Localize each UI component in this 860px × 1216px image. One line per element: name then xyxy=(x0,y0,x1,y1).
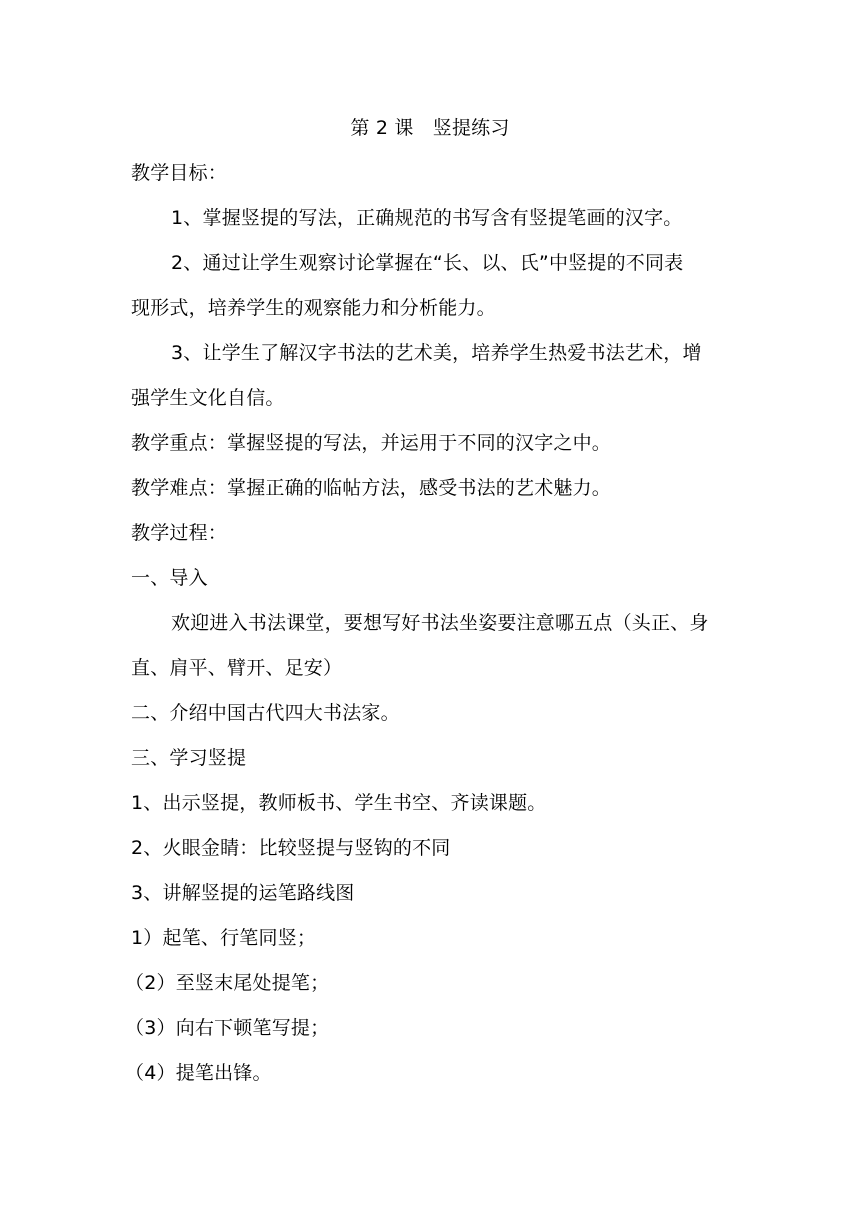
step-2: 2、火眼金睛：比较竖提与竖钩的不同 xyxy=(131,837,451,859)
difficult-point: 教学难点：掌握正确的临帖方法，感受书法的艺术魅力。 xyxy=(131,477,612,499)
step-1: 1、出示竖提，教师板书、学生书空、齐读课题。 xyxy=(131,792,547,814)
sub-step-3: （3）向右下顿笔写提； xyxy=(125,1017,330,1039)
intro-text-line1: 欢迎进入书法课堂，要想写好书法坐姿要注意哪五点（头正、身 xyxy=(171,612,709,634)
lesson-title: 第 2 课 竖提练习 xyxy=(350,117,510,139)
sub-step-2: （2）至竖末尾处提笔； xyxy=(125,972,330,994)
objectives-heading: 教学目标： xyxy=(131,162,228,184)
intro-text-line2: 直、肩平、臂开、足安） xyxy=(131,657,343,679)
section-learn-stroke: 三、学习竖提 xyxy=(131,747,247,769)
objective-3-line1: 3、让学生了解汉字书法的艺术美，培养学生热爱书法艺术，增 xyxy=(171,342,702,364)
process-heading: 教学过程： xyxy=(131,522,228,544)
sub-step-4: （4）提笔出锋。 xyxy=(125,1062,272,1084)
key-point: 教学重点：掌握竖提的写法，并运用于不同的汉字之中。 xyxy=(131,432,612,454)
section-calligraphers: 二、介绍中国古代四大书法家。 xyxy=(131,702,400,724)
objective-1: 1、掌握竖提的写法，正确规范的书写含有竖提笔画的汉字。 xyxy=(171,207,683,229)
objective-2-line2: 现形式，培养学生的观察能力和分析能力。 xyxy=(131,297,496,319)
objective-2-line1: 2、通过让学生观察讨论掌握在“长、以、氏”中竖提的不同表 xyxy=(171,252,684,274)
sub-step-1: 1）起笔、行笔同竖； xyxy=(131,927,317,949)
step-3: 3、讲解竖提的运笔路线图 xyxy=(131,882,355,904)
section-intro: 一、导入 xyxy=(131,567,208,589)
objective-3-line2: 强学生文化自信。 xyxy=(131,387,285,409)
